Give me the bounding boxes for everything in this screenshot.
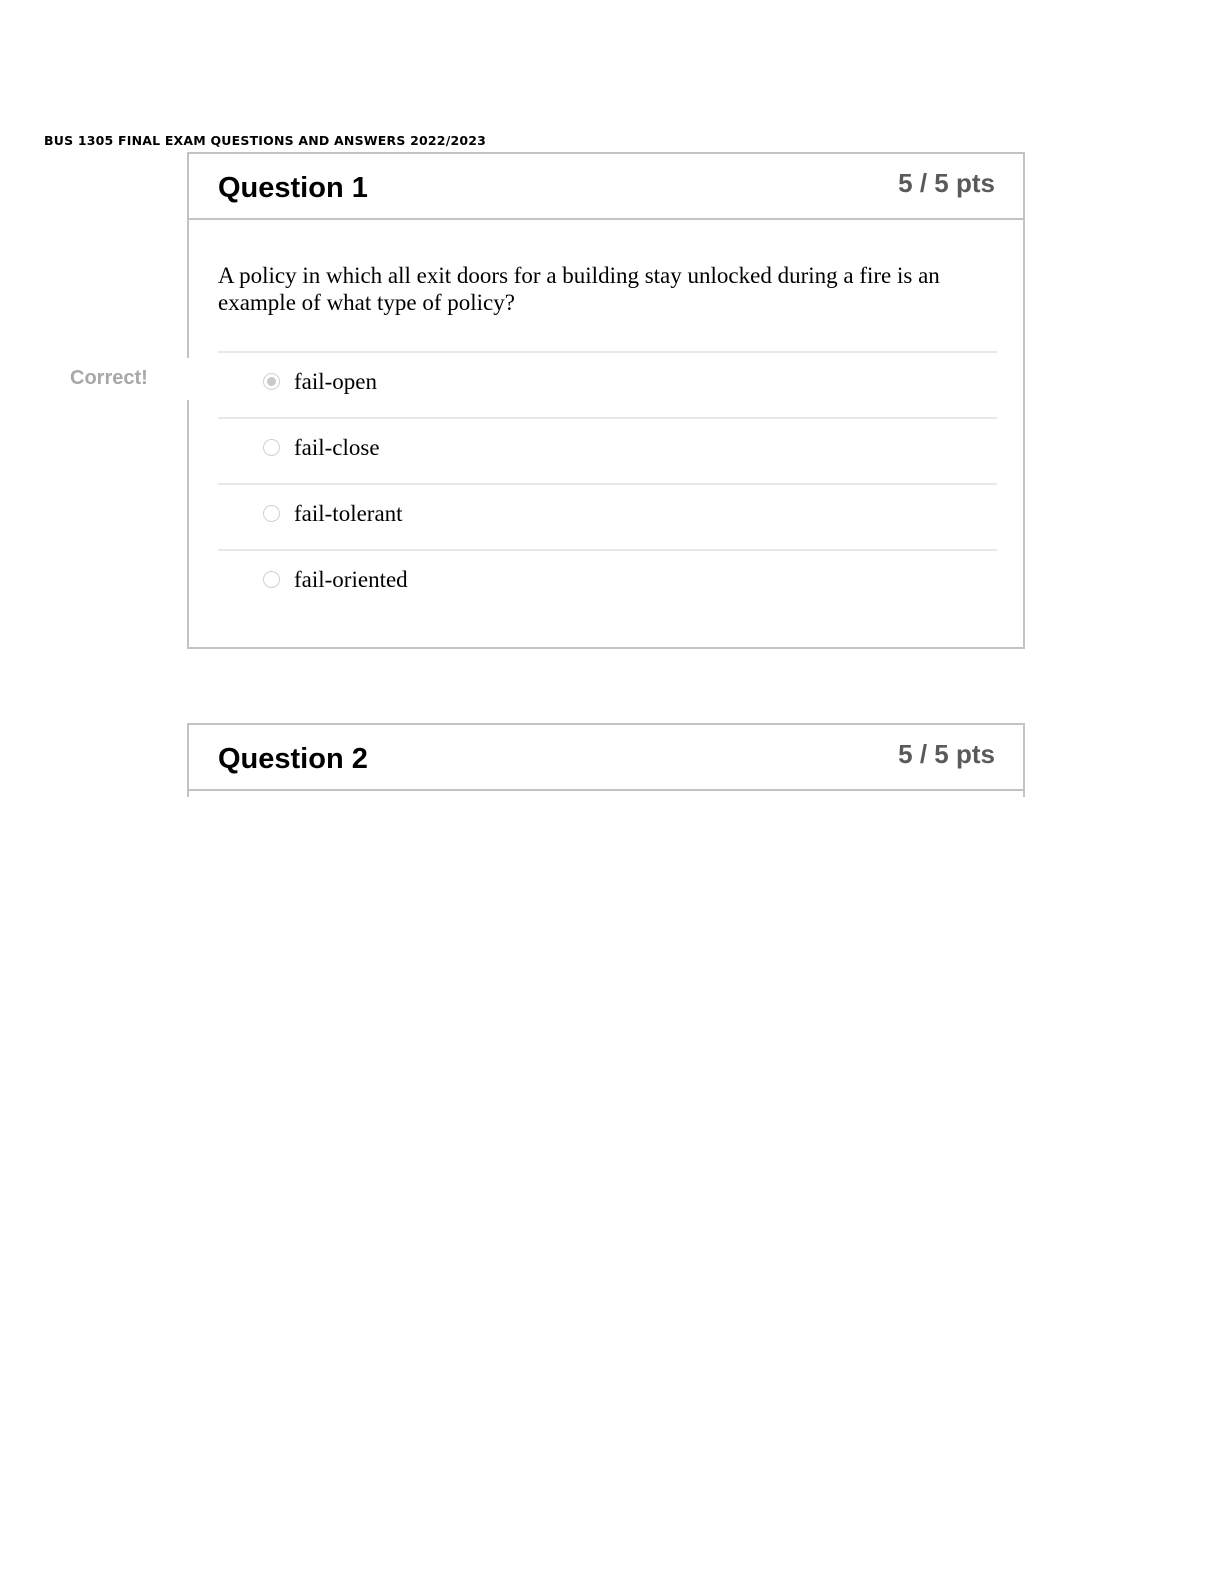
answer-list [218, 351, 997, 615]
question-card [187, 152, 1025, 649]
answer-label: fail-close [294, 435, 380, 460]
answer-option[interactable] [218, 549, 997, 615]
answer-label: fail-tolerant [294, 501, 403, 526]
question-points: 5 / 5 pts [898, 739, 995, 769]
answer-option[interactable] [218, 351, 997, 417]
document-header: BUS 1305 FINAL EXAM QUESTIONS AND ANSWERS 2022/2023 [44, 133, 487, 148]
question-header [189, 725, 1023, 791]
question-text: A policy in which all exit doors for a building stay unlocked during a fire is an example of what type of policy? [218, 263, 940, 315]
question-title: Question 1 [218, 172, 368, 204]
radio-icon[interactable] [263, 571, 280, 588]
question-header [189, 154, 1023, 220]
answer-option[interactable] [218, 483, 997, 549]
answer-option[interactable] [218, 417, 997, 483]
correct-marker-notch [186, 358, 190, 400]
radio-selected-icon[interactable] [263, 373, 280, 390]
answer-label: fail-open [294, 369, 378, 394]
question-card [187, 723, 1025, 797]
question-points: 5 / 5 pts [898, 168, 995, 198]
radio-icon[interactable] [263, 439, 280, 456]
answer-label: fail-oriented [294, 567, 408, 592]
correct-answer-flag: Correct! [70, 367, 148, 389]
radio-icon[interactable] [263, 505, 280, 522]
question-title: Question 2 [218, 743, 368, 775]
